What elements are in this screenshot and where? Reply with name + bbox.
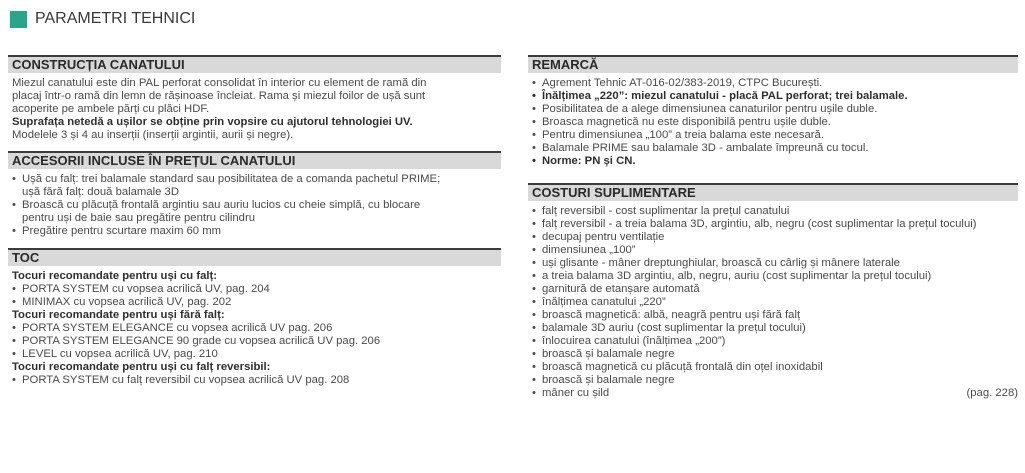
list-item: • broască magnetică cu plăcuță frontală din oțel inoxidabil (528, 361, 1018, 374)
toc-list-reversibil (8, 374, 501, 387)
section-title-remarca: REMARCĂ (528, 55, 1018, 73)
list-item-text: mâner cu șild (542, 387, 610, 399)
list-item-line: Pregătire pentru scurtare maxim 60 mm (22, 225, 222, 237)
list-item: • broască și balamale negre (528, 374, 1018, 387)
list-item (528, 387, 1018, 400)
list-item: • decupaj pentru ventilație (528, 231, 1018, 244)
list-item: • uși glisante - mâner dreptunghiular, broască cu cârlig și mânere laterale (528, 257, 1018, 270)
list-item-line: Ușă cu falț: trei balamale standard sau posibilitatea de a comanda pachetul PRIME; (22, 173, 441, 185)
list-item: • garnitură de etanșare automată (528, 283, 1018, 296)
list-item: • Norme: PN și CN. (528, 155, 1018, 168)
constructie-bold-line: Suprafața netedă a ușilor se obține prin vopsire cu ajutorul tehnologiei UV. (12, 116, 413, 128)
list-item: • broască și balamale negre (528, 348, 1018, 361)
list-item-line: Broască cu plăcuță frontală argintiu sau auriu lucios cu cheie simplă, cu blocare (22, 199, 421, 211)
list-item: • Posibilitatea de a alege dimensiunea canaturilor pentru ușile duble. (528, 103, 1018, 116)
list-item: • dimensiunea „100” (528, 244, 1018, 257)
list-item: • PORTA SYSTEM cu falț reversibil cu vopsea acrilică UV pag. 208 (8, 374, 501, 387)
list-item (8, 225, 501, 238)
list-item: • falț reversibil - a treia balama 3D, argintiu, alb, negru (cost suplimentar la prețul tocului) (528, 218, 1018, 231)
list-item: • broască magnetică: albă, neagră pentru uși fără falț (528, 309, 1018, 322)
section-title-accesorii: ACCESORII INCLUSE ÎN PREȚUL CANATULUI (8, 151, 501, 169)
list-item: • PORTA SYSTEM ELEGANCE cu vopsea acrilică UV pag. 206 (8, 322, 501, 335)
constructie-last-line: Modelele 3 și 4 au inserții (inserții argintii, aurii și negre). (12, 129, 294, 141)
list-item: • Agrement Tehnic AT-016-02/383-2019, CTPC București. (528, 77, 1018, 90)
page-header (10, 9, 195, 29)
list-item (8, 173, 501, 199)
list-item: • înălțimea canatului „220” (528, 296, 1018, 309)
constructie-line: acoperite pe ambele părți cu plăci HDF. (12, 103, 210, 115)
accesorii-list (8, 173, 501, 238)
list-item: • Balamale PRIME sau balamale 3D - ambalate împreună cu tocul. (528, 142, 1018, 155)
costuri-list (528, 205, 1018, 400)
toc-list-fara-falt (8, 322, 501, 361)
constructie-line: Miezul canatului este din PAL perforat consolidat în interior cu element de ramă din (12, 77, 427, 89)
section-title-toc: TOC (8, 248, 501, 266)
list-item: • PORTA SYSTEM cu vopsea acrilică UV, pag. 204 (8, 283, 501, 296)
list-item-line: pentru uși de baie sau pregătire pentru cilindru (22, 212, 255, 224)
left-column (8, 55, 501, 387)
list-item (8, 199, 501, 225)
list-item: • Pentru dimensiunea „100” a treia balama este necesară. (528, 129, 1018, 142)
right-column (528, 55, 1018, 400)
list-item: • falț reversibil - cost suplimentar la prețul canatului (528, 205, 1018, 218)
section-title-costuri: COSTURI SUPLIMENTARE (528, 183, 1018, 201)
section-title-constructie: CONSTRUCȚIA CANATULUI (8, 55, 501, 73)
header-square-icon (10, 11, 27, 28)
list-item: • înlocuirea canatului (înălțimea „200”) (528, 335, 1018, 348)
page-title: PARAMETRI TEHNICI (35, 10, 196, 27)
toc-subheading: Tocuri recomandate pentru uși fără falț: (12, 309, 225, 321)
toc-subheading: Tocuri recomandate pentru uși cu falț reversibil: (12, 361, 271, 373)
list-item: • LEVEL cu vopsea acrilică UV, pag. 210 (8, 348, 501, 361)
list-item: • Înălțimea „220”: miezul canatului - placă PAL perforat; trei balamale. (528, 90, 1018, 103)
constructie-line: placaj într-o ramă din lemn de rășinoase încleiat. Rama și miezul foilor de ușă sunt (12, 90, 426, 102)
list-item: • PORTA SYSTEM ELEGANCE 90 grade cu vopsea acrilică UV pag. 206 (8, 335, 501, 348)
toc-list-falt (8, 283, 501, 309)
list-item: • balamale 3D auriu (cost suplimentar la prețul tocului) (528, 322, 1018, 335)
list-item-line: ușă fără falț: două balamale 3D (22, 186, 179, 198)
list-item: • MINIMAX cu vopsea acrilică UV, pag. 202 (8, 296, 501, 309)
page-reference: (pag. 228) (966, 387, 1018, 399)
toc-subheading: Tocuri recomandate pentru uși cu falț: (12, 270, 218, 282)
list-item: • a treia balama 3D argintiu, alb, negru, auriu (cost suplimentar la prețul tocului) (528, 270, 1018, 283)
list-item: • Broasca magnetică nu este disponibilă pentru ușile duble. (528, 116, 1018, 129)
remarca-list (528, 77, 1018, 168)
